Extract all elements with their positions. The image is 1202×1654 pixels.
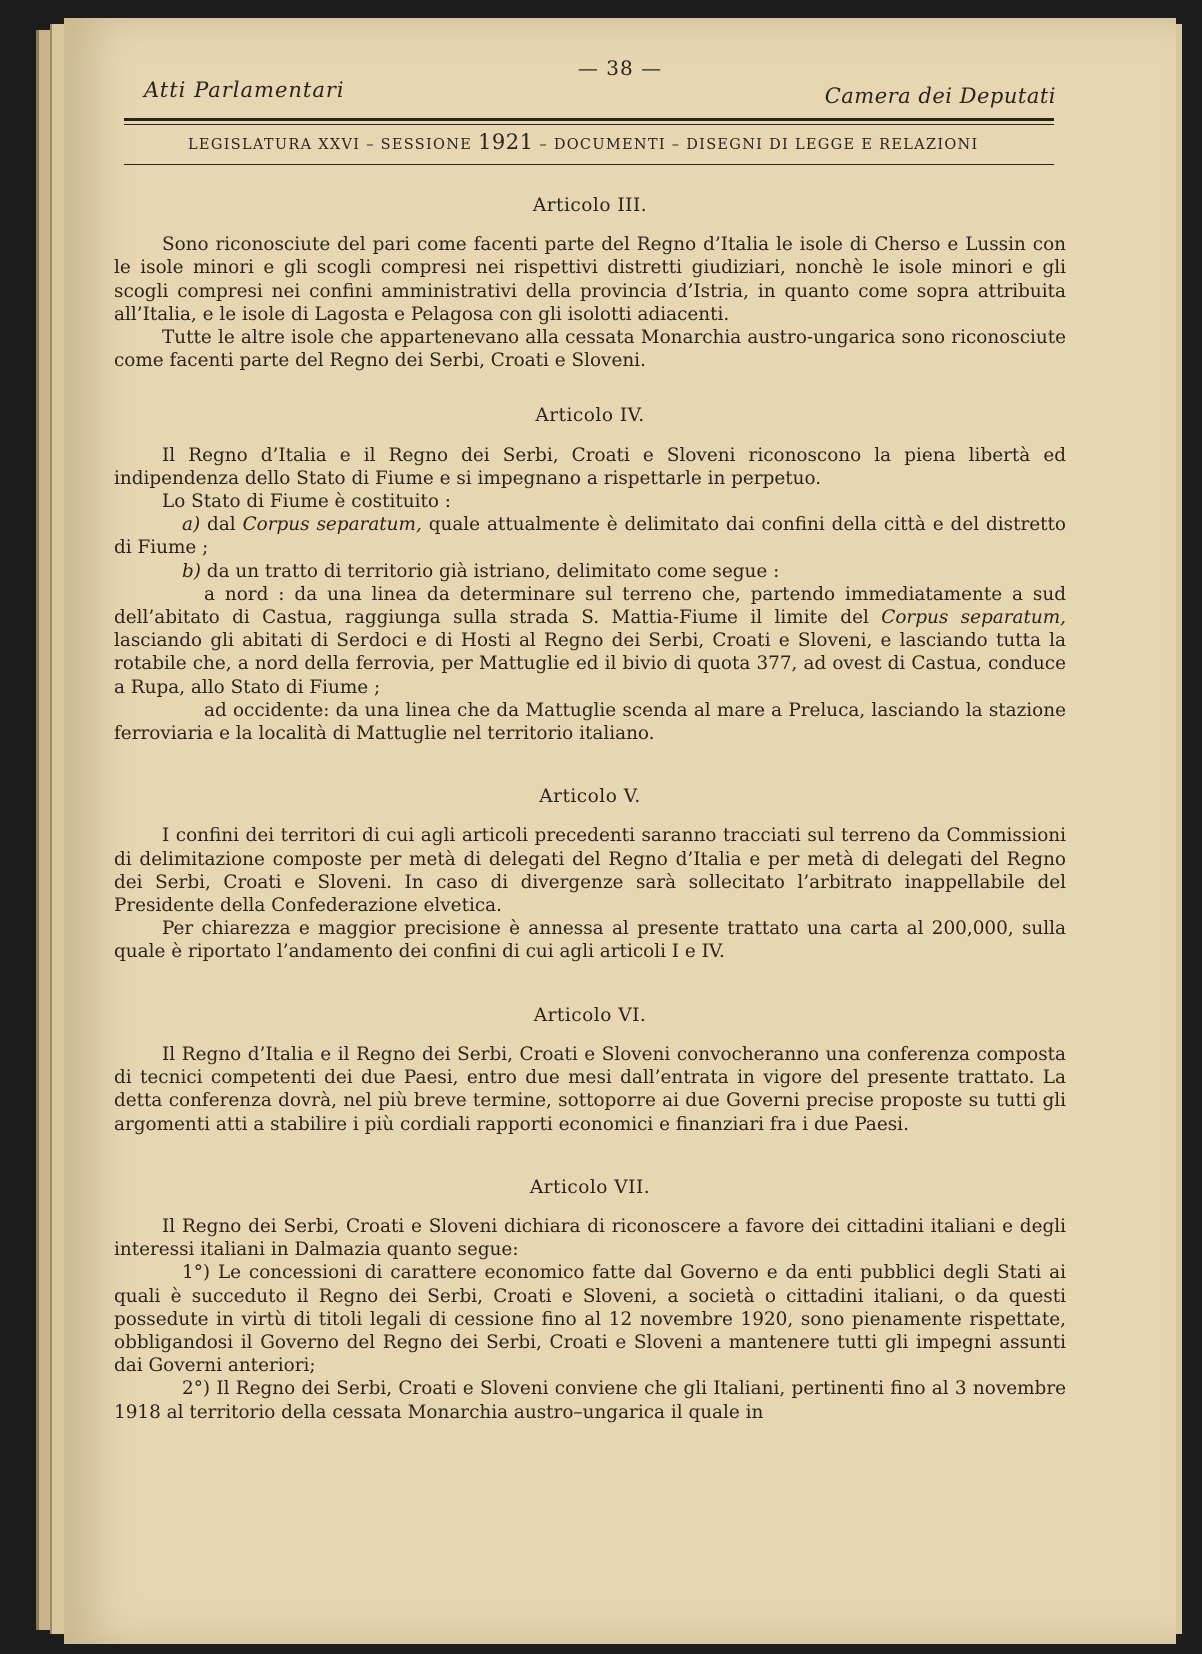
paragraph: I confini dei territori di cui agli articoli precedenti saranno tracciati sul terreno da Commissioni di delimitazione composte per metà di delegati del Regno d’Italia e per metà di delegati del Regno dei Serbi, Croati e Sloveni. In caso di divergenze sarà sollecitato l’arbitrato inappellabile del Presidente della Confederazione elvetica. [114, 825, 1066, 917]
paragraph: Sono riconosciute del pari come facenti parte del Regno d’Italia le isole di Cherso e Lussin con le isole minori e gli scogli compresi nei rispettivi distretti giudiziari, nonchè le isole minori e gli scogli compresi nei confini amministrativi della provincia d’Istria, in quanto come sopra attribuita all’Italia, e le isole di Lagosta e Pelagosa con gli isolotti adiacenti. [114, 234, 1066, 325]
header-right-title: Camera dei Deputati [824, 84, 1056, 108]
document-page [64, 18, 1176, 1644]
list-item: b) da un tratto di territorio già istriano, delimitato come segue : [182, 560, 780, 582]
list-item: 2°) Il Regno dei Serbi, Croati e Sloveni conviene che gli Italiani, pertinenti fino al 3 novembre 1918 al territorio della cessata Monarchia austro–ungarica il quale in [114, 1378, 1066, 1423]
paragraph: Il Regno dei Serbi, Croati e Sloveni dichiara di riconoscere a favore dei cittadini italiani e degli interessi italiani in Dalmazia quanto segue: [114, 1215, 1066, 1261]
paragraph: Il Regno d’Italia e il Regno dei Serbi, Croati e Sloveni convocheranno una conferenza composta di tecnici competenti dei due Paesi, entro due mesi dall’entrata in vigore del presente trattato. La detta conferenza dovrà, nel più breve termine, sottoporre ai due Governi precise proposte su tutti gli argomenti atti a stabilire i più cordiali rapporti economici e finanziari fra i due Paesi. [114, 1043, 1066, 1135]
list-item: a) dal Corpus separatum, quale attualmente è delimitato dai confini della città e del distretto di Fiume ; [114, 514, 1067, 559]
header-left-title: Atti Parlamentari [144, 78, 345, 102]
article-title: Articolo IV. [535, 405, 645, 427]
header-rule [124, 124, 1054, 125]
header-rule [124, 118, 1054, 121]
paragraph: ad occidente: da una linea che da Mattuglie scenda al mare a Preluca, lasciando la stazione ferroviaria e la località di Mattuglie nel territorio italiano. [114, 699, 1066, 745]
article-title: Articolo V. [539, 786, 641, 808]
paragraph: Tutte le altre isole che appartenevano alla cessata Monarchia austro-ungarica sono riconosciute come facenti parte del Regno dei Serbi, Croati e Sloveni. [114, 327, 1066, 372]
page-number: — 38 — [577, 56, 663, 80]
paragraph: Per chiarezza e maggior precisione è annessa al presente trattato una carta al 200,000, sulla quale è riportato l’andamento dei confini di cui agli articoli I e IV. [114, 918, 1066, 963]
article-title: Articolo III. [532, 195, 648, 216]
header-subtitle-a: LEGISLATURA XXVI – SESSIONE [188, 137, 478, 153]
header-subtitle [188, 130, 979, 154]
header-rule [124, 164, 1054, 165]
paragraph: a nord : da una linea da determinare sul terreno che, partendo immediatamente a sud dell’abitato di Castua, raggiunga sulla strada S. Mattia-Fiume il limite del Corpus separatum, lasciando gli abitati di Serdoci e di Hosti al Regno dei Serbi, Croati e Sloveni, e lasciando tutta la rotabile che, a nord della ferrovia, per Mattuglie ed il bivio di quota 377, ad ovest di Castua, conduce a Rupa, allo Stato di Fiume ; [114, 583, 1067, 698]
article-title: Articolo VII. [529, 1176, 651, 1198]
document-body [114, 194, 1066, 1424]
article-title: Articolo VI. [533, 1004, 647, 1026]
paragraph: Lo Stato di Fiume è costituito : [162, 491, 451, 513]
header-subtitle-b: – DOCUMENTI – DISEGNI DI LEGGE E RELAZIONI [533, 137, 979, 153]
paragraph: Il Regno d’Italia e il Regno dei Serbi, Croati e Sloveni riconoscono la piena libertà ed indipendenza dello Stato di Fiume e si impegnano a rispettarle in perpetuo. [114, 444, 1066, 489]
list-item: 1°) Le concessioni di carattere economico fatte dal Governo e da enti pubblici degli Stati ai quali è succeduto il Regno dei Serbi, Croati e Sloveni, a società o cittadini italiani, o da questi possedute in virtù di titoli legali di cessione fino al 12 novembre 1920, sono pienamente rispettate, obbligandosi il Governo del Regno dei Serbi, Croati e Sloveni a mantenere tutti gli impegni assunti dai Governi anteriori; [114, 1262, 1066, 1377]
header-year: 1921 [478, 130, 534, 154]
